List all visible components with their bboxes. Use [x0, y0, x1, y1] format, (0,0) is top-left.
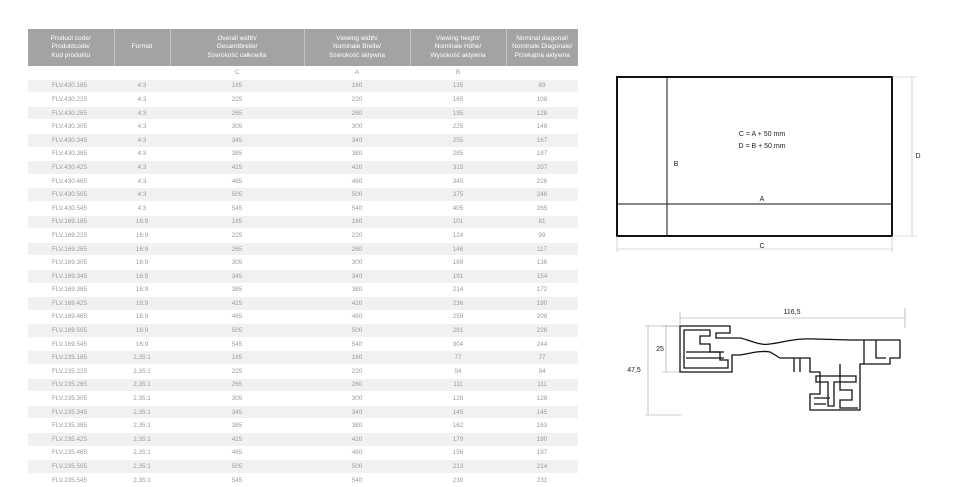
table-cell: 230 — [410, 473, 506, 487]
table-cell: FLV.169.305 — [28, 256, 114, 270]
table-cell: FLV.235.385 — [28, 419, 114, 433]
table-cell: 345 — [170, 405, 304, 419]
table-cell: 265 — [170, 378, 304, 392]
label-d: D — [915, 153, 921, 160]
table-row — [28, 120, 578, 134]
table-cell: 213 — [410, 460, 506, 474]
table-cell: 146 — [410, 242, 506, 256]
table-cell: 4:3 — [114, 93, 170, 107]
table-cell: 300 — [304, 256, 410, 270]
table-cell: 4:3 — [114, 201, 170, 215]
table-cell: 225 — [410, 120, 506, 134]
inner-height-label: 25 — [656, 346, 664, 353]
table-row — [28, 242, 578, 256]
table-header-row — [28, 29, 578, 66]
header-product-code: Product code/ Produktcode/ Kod produktu — [28, 29, 114, 66]
table-cell: 145 — [506, 405, 578, 419]
table-cell: 117 — [506, 242, 578, 256]
table-row — [28, 365, 578, 379]
table-cell: 340 — [304, 133, 410, 147]
table-cell: 265 — [170, 242, 304, 256]
table-cell: 208 — [506, 310, 578, 324]
table-cell: 185 — [170, 79, 304, 93]
table-cell: 4:3 — [114, 161, 170, 175]
table-cell: 259 — [410, 310, 506, 324]
width-label: 116,5 — [783, 309, 801, 316]
table-cell: 111 — [506, 378, 578, 392]
table-cell: 340 — [304, 405, 410, 419]
frame-profile-diagram — [620, 300, 910, 425]
table-cell: 128 — [506, 392, 578, 406]
header-viewing-height: Viewing height/ Nominale Höhe/ Wysokość aktywna — [410, 29, 506, 66]
table-cell: FLV.430.345 — [28, 133, 114, 147]
table-cell: 385 — [170, 419, 304, 433]
table-row — [28, 324, 578, 338]
table-row — [28, 351, 578, 365]
table-cell: 540 — [304, 337, 410, 351]
table-cell: 16:9 — [114, 229, 170, 243]
table-cell: 4:3 — [114, 174, 170, 188]
table-cell: 99 — [506, 229, 578, 243]
table-cell: 4:3 — [114, 106, 170, 120]
table-cell: 2,35:1 — [114, 473, 170, 487]
table-row — [28, 310, 578, 324]
table-subheader-row — [28, 66, 578, 79]
table-cell: 500 — [304, 324, 410, 338]
table-cell: 108 — [506, 93, 578, 107]
table-row — [28, 405, 578, 419]
table-cell: 345 — [170, 133, 304, 147]
table-cell: 16:9 — [114, 297, 170, 311]
label-c: C — [759, 243, 765, 250]
table-cell: 128 — [506, 106, 578, 120]
table-cell: 425 — [170, 161, 304, 175]
table-cell: 190 — [506, 297, 578, 311]
table-cell: 2,35:1 — [114, 433, 170, 447]
table-row — [28, 283, 578, 297]
table-cell: FLV.169.185 — [28, 215, 114, 229]
table-row — [28, 79, 578, 93]
table-cell: 375 — [410, 188, 506, 202]
table-row — [28, 133, 578, 147]
table-cell: 460 — [304, 446, 410, 460]
table-row — [28, 297, 578, 311]
table-row — [28, 378, 578, 392]
table-cell: 305 — [170, 392, 304, 406]
table-cell: FLV.235.505 — [28, 460, 114, 474]
table-cell: 2,35:1 — [114, 460, 170, 474]
table-cell: 187 — [506, 147, 578, 161]
table-cell: 101 — [410, 215, 506, 229]
screen-frame-outer — [617, 77, 892, 236]
table-cell: 16:9 — [114, 324, 170, 338]
table-cell: 385 — [170, 283, 304, 297]
table-cell: 89 — [506, 79, 578, 93]
table-cell: 465 — [170, 446, 304, 460]
table-cell: 225 — [170, 229, 304, 243]
table-cell: 16:9 — [114, 283, 170, 297]
table-row — [28, 106, 578, 120]
table-cell: 231 — [506, 473, 578, 487]
table-cell: 16:9 — [114, 269, 170, 283]
table-cell: FLV.169.425 — [28, 297, 114, 311]
table-row — [28, 188, 578, 202]
table-cell: FLV.430.305 — [28, 120, 114, 134]
header-overall-width: Overall width/ Gesamtbreite/ Szerokość całkowita — [170, 29, 304, 66]
table-cell: 197 — [506, 446, 578, 460]
table-cell: 2,35:1 — [114, 365, 170, 379]
table-cell: 300 — [304, 120, 410, 134]
table-cell: 345 — [170, 269, 304, 283]
table-row — [28, 201, 578, 215]
table-row — [28, 337, 578, 351]
table-cell: 16:9 — [114, 256, 170, 270]
table-cell: 94 — [410, 365, 506, 379]
table-cell: FLV.169.545 — [28, 337, 114, 351]
table-cell: 285 — [410, 147, 506, 161]
table-cell: 124 — [410, 229, 506, 243]
table-cell: 405 — [410, 201, 506, 215]
table-cell: 420 — [304, 433, 410, 447]
table-cell: 4:3 — [114, 147, 170, 161]
label-a: A — [759, 196, 765, 203]
table-cell: FLV.235.305 — [28, 392, 114, 406]
table-cell: 281 — [410, 324, 506, 338]
table-row — [28, 460, 578, 474]
table-cell: 214 — [506, 460, 578, 474]
table-cell: 136 — [506, 256, 578, 270]
table-cell: 163 — [506, 419, 578, 433]
table-cell: FLV.169.465 — [28, 310, 114, 324]
table-cell: 345 — [410, 174, 506, 188]
formula-c: C = A + 50 mm — [738, 131, 786, 138]
table-cell: 305 — [170, 120, 304, 134]
table-cell: 196 — [410, 446, 506, 460]
table-cell: 465 — [170, 310, 304, 324]
table-cell: 16:9 — [114, 215, 170, 229]
table-cell: 225 — [170, 93, 304, 107]
table-cell: 191 — [410, 269, 506, 283]
table-cell: 315 — [410, 161, 506, 175]
table-cell: 185 — [170, 215, 304, 229]
table-cell: 260 — [304, 242, 410, 256]
table-cell: 244 — [506, 337, 578, 351]
table-cell: 2,35:1 — [114, 351, 170, 365]
table-row — [28, 174, 578, 188]
table-cell: 505 — [170, 324, 304, 338]
table-cell: 500 — [304, 460, 410, 474]
table-cell: 225 — [170, 365, 304, 379]
table-cell: 460 — [304, 310, 410, 324]
table-cell: FLV.430.385 — [28, 147, 114, 161]
table-cell: FLV.430.265 — [28, 106, 114, 120]
table-cell: 260 — [304, 378, 410, 392]
subheader-cell — [506, 66, 578, 79]
table-cell: FLV.430.545 — [28, 201, 114, 215]
table-cell: 380 — [304, 283, 410, 297]
table-cell: 154 — [506, 269, 578, 283]
table-cell: 226 — [506, 174, 578, 188]
table-cell: 505 — [170, 188, 304, 202]
header-nominal-diagonal: Nominal diagonal/ Nominale Diagonale/ Przekątna aktywna — [506, 29, 578, 66]
table-cell: 304 — [410, 337, 506, 351]
table-cell: 4:3 — [114, 188, 170, 202]
subheader-cell: C — [170, 66, 304, 79]
table-row — [28, 215, 578, 229]
table-row — [28, 473, 578, 487]
subheader-cell — [28, 66, 114, 79]
table-cell: 169 — [410, 256, 506, 270]
table-cell: FLV.430.185 — [28, 79, 114, 93]
table-row — [28, 446, 578, 460]
table-cell: 220 — [304, 93, 410, 107]
table-cell: 255 — [410, 133, 506, 147]
table-cell: 207 — [506, 161, 578, 175]
table-cell: 265 — [170, 106, 304, 120]
table-cell: FLV.430.465 — [28, 174, 114, 188]
table-cell: 220 — [304, 229, 410, 243]
table-cell: 2,35:1 — [114, 446, 170, 460]
table-body — [28, 66, 578, 487]
formula-d: D = B + 50 mm — [738, 143, 786, 150]
table-cell: 165 — [410, 93, 506, 107]
table-cell: 4:3 — [114, 133, 170, 147]
table-cell: 545 — [170, 201, 304, 215]
table-cell: 2,35:1 — [114, 392, 170, 406]
table-cell: 420 — [304, 297, 410, 311]
table-cell: 16:9 — [114, 242, 170, 256]
table-cell: 2,35:1 — [114, 378, 170, 392]
table-cell: FLV.169.265 — [28, 242, 114, 256]
table-row — [28, 392, 578, 406]
table-cell: FLV.169.505 — [28, 324, 114, 338]
product-dimensions-table — [28, 29, 578, 487]
table-cell: 195 — [410, 106, 506, 120]
table-row — [28, 256, 578, 270]
table-cell: 305 — [170, 256, 304, 270]
table-cell: 145 — [410, 405, 506, 419]
table-cell: 545 — [170, 337, 304, 351]
screen-dimension-diagram — [600, 60, 940, 260]
table-cell: 180 — [506, 433, 578, 447]
table-cell: FLV.235.545 — [28, 473, 114, 487]
table-cell: 425 — [170, 433, 304, 447]
table-cell: 226 — [506, 324, 578, 338]
table-cell: 2,35:1 — [114, 405, 170, 419]
table-cell: 180 — [304, 351, 410, 365]
table-cell: 300 — [304, 392, 410, 406]
table-cell: 4:3 — [114, 120, 170, 134]
table-cell: 81 — [506, 215, 578, 229]
table-cell: 135 — [410, 79, 506, 93]
table-cell: FLV.235.345 — [28, 405, 114, 419]
table-row — [28, 229, 578, 243]
table-cell: 500 — [304, 188, 410, 202]
table-cell: 167 — [506, 133, 578, 147]
table-cell: FLV.169.225 — [28, 229, 114, 243]
table-cell: FLV.235.265 — [28, 378, 114, 392]
table-row — [28, 269, 578, 283]
table-cell: 180 — [304, 79, 410, 93]
table-cell: 545 — [170, 473, 304, 487]
table-cell: 505 — [170, 460, 304, 474]
table-cell: 111 — [410, 378, 506, 392]
table-cell: FLV.169.385 — [28, 283, 114, 297]
table-cell: 460 — [304, 174, 410, 188]
table-cell: 94 — [506, 365, 578, 379]
table-cell: 128 — [410, 392, 506, 406]
table-cell: 180 — [304, 215, 410, 229]
header-format: Format — [114, 29, 170, 66]
table-cell: FLV.169.345 — [28, 269, 114, 283]
table-row — [28, 161, 578, 175]
table-cell: FLV.235.465 — [28, 446, 114, 460]
table-cell: FLV.235.185 — [28, 351, 114, 365]
subheader-cell: A — [304, 66, 410, 79]
table-cell: 340 — [304, 269, 410, 283]
table-row — [28, 419, 578, 433]
subheader-cell: B — [410, 66, 506, 79]
table-cell: 236 — [410, 297, 506, 311]
table-cell: 185 — [170, 351, 304, 365]
header-viewing-width: Viewing width/ Nominale Breite/ Szerokość aktywna — [304, 29, 410, 66]
table-cell: 540 — [304, 201, 410, 215]
table-cell: FLV.235.225 — [28, 365, 114, 379]
table-cell: 16:9 — [114, 310, 170, 324]
table-cell: FLV.430.505 — [28, 188, 114, 202]
table-cell: 214 — [410, 283, 506, 297]
table-cell: 16:9 — [114, 337, 170, 351]
profile-cross-section — [680, 326, 900, 410]
table-cell: 380 — [304, 147, 410, 161]
label-b: B — [673, 161, 679, 168]
table-cell: FLV.235.425 — [28, 433, 114, 447]
table-cell: 246 — [506, 188, 578, 202]
table-cell: 220 — [304, 365, 410, 379]
table-cell: 2,35:1 — [114, 419, 170, 433]
table-cell: 4:3 — [114, 79, 170, 93]
table-cell: 260 — [304, 106, 410, 120]
table-cell: 162 — [410, 419, 506, 433]
table-row — [28, 93, 578, 107]
table-cell: 425 — [170, 297, 304, 311]
table-cell: 540 — [304, 473, 410, 487]
subheader-cell — [114, 66, 170, 79]
table-cell: 77 — [410, 351, 506, 365]
table-cell: 265 — [506, 201, 578, 215]
table-cell: 385 — [170, 147, 304, 161]
table-cell: FLV.430.425 — [28, 161, 114, 175]
table-cell: 77 — [506, 351, 578, 365]
table-cell: 148 — [506, 120, 578, 134]
table-row — [28, 433, 578, 447]
table-cell: 420 — [304, 161, 410, 175]
outer-height-label: 47,5 — [627, 367, 641, 374]
table-cell: 179 — [410, 433, 506, 447]
table-cell: 172 — [506, 283, 578, 297]
table-cell: 465 — [170, 174, 304, 188]
table-cell: 380 — [304, 419, 410, 433]
table-row — [28, 147, 578, 161]
table-cell: FLV.430.225 — [28, 93, 114, 107]
